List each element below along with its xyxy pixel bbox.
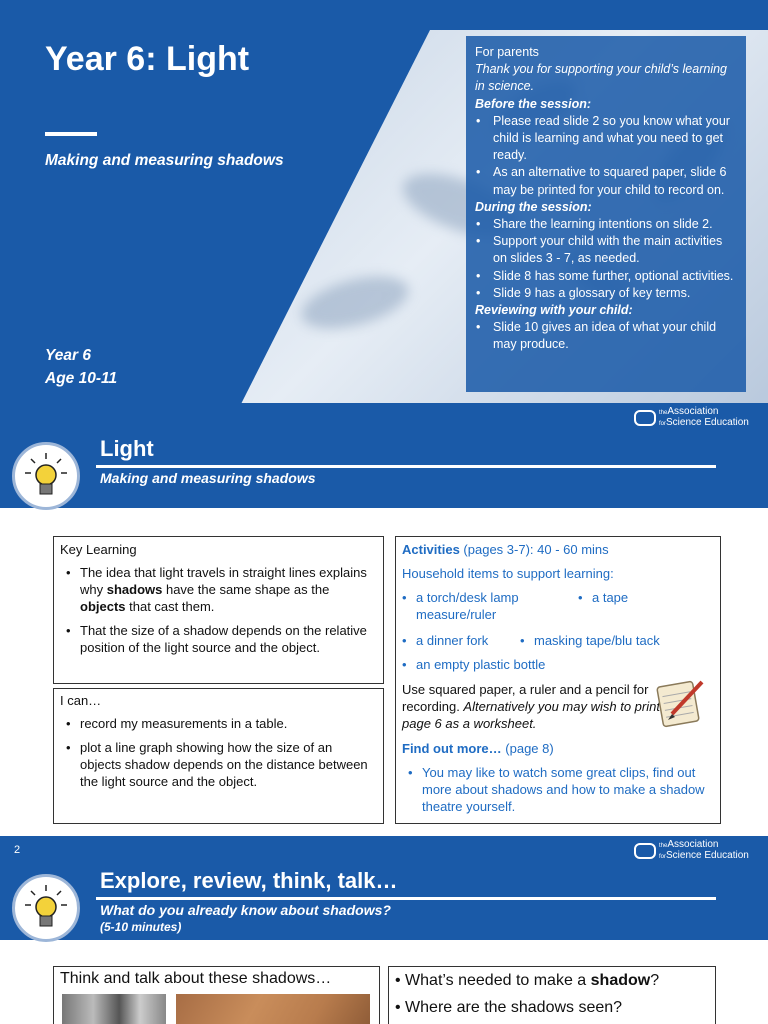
ase-logo-icon [634,410,656,426]
i-can-list [60,715,377,790]
parents-heading: For parents [475,45,539,59]
question-1: • What’s needed to make a shadow? [395,972,660,989]
item-fork: a dinner fork [416,633,489,648]
header-rule [96,897,716,900]
slide-subtitle: Making and measuring shadows [45,152,284,169]
list-item: • As an alternative to squared paper, slide 6 may be printed for your child to record on. [493,164,738,198]
activities-heading: Activities (pages 3-7): 40 - 60 mins [402,542,609,557]
key-learning-heading: Key Learning [60,542,137,557]
item-torch: a torch/desk lamp [416,590,519,605]
household-heading: Household items to support learning: [402,566,614,581]
key-learning-list [60,564,377,656]
page-number: 2 [14,844,21,856]
before-list [475,113,738,199]
list-item: • Slide 9 has a glossary of key terms. [493,285,738,302]
title-rule [45,132,97,136]
during-heading: During the session: [475,199,592,214]
list-item: • Slide 10 gives an idea of what your child may produce. [493,319,738,353]
i-can-box [53,688,384,824]
list-item: • That the size of a shadow depends on the relative position of the light source and the object. [80,622,369,656]
item-bottle: an empty plastic bottle [416,657,546,672]
ase-logo: theAssociation forScience Education [634,840,749,862]
household-row-1: • a torch/desk lamp • a tape measure/ruler [402,590,629,622]
question-2: • Where are the shadows seen? [395,999,623,1016]
list-item: • plot a line graph showing how the size of an objects shadow depends on the distance between the light source and the object. [80,739,369,790]
notepad-icon [654,676,706,728]
household-row-3: • an empty plastic bottle [402,657,546,672]
slide-title: Light [100,436,154,461]
list-item: • Share the learning intentions on slide 2. [493,216,738,233]
item-ruler: measure/ruler [416,607,497,622]
shadow-photo-2 [176,994,370,1024]
parents-intro: Thank you for supporting your child’s learning in science. [475,62,727,94]
questions-box [388,966,716,1024]
household-row-2: • a dinner fork • masking tape/blu tack [402,633,660,648]
list-item: • Support your child with the main activities on slides 3 - 7, as needed. [493,233,738,267]
shadow-photo-1 [62,994,166,1024]
i-can-heading: I can… [60,693,102,708]
year-label: Year 6 [45,347,91,364]
list-item: • The idea that light travels in straight lines explains why shadows have the same shape as the objects that cast them. [80,564,369,615]
parents-panel [466,36,746,392]
lightbulb-icon [12,442,80,510]
item-tape: a tape [592,590,629,605]
ase-logo: theAssociation forScience Education [634,407,749,429]
slide-subtitle: Making and measuring shadows [100,470,316,486]
lightbulb-icon [12,874,80,942]
review-heading: Reviewing with your child: [475,303,633,318]
think-heading: Think and talk about these shadows… [60,970,332,987]
find-out-heading: Find out more… (page 8) [402,741,554,756]
explore-slide [0,864,768,1024]
item-masking: masking tape/blu tack [534,633,660,648]
header-rule [96,465,716,468]
key-learning-box [53,536,384,684]
time-note: (5-10 minutes) [100,920,182,934]
find-out-list [402,764,714,815]
before-heading: Before the session: [475,96,592,111]
ase-logo-icon [634,843,656,859]
review-list [475,319,738,353]
list-item: • record my measurements in a table. [80,715,369,732]
paper-note: Use squared paper, a ruler and a pencil for recording. Alternatively you may wish to print page 6 as a worksheet. [402,682,660,731]
slide-title: Explore, review, think, talk… [100,868,398,893]
title-slide [0,0,768,432]
list-item: • Slide 8 has some further, optional activities. [493,268,738,285]
during-list [475,216,738,302]
learning-slide [0,432,768,864]
age-label: Age 10-11 [45,370,118,387]
slide-title: Year 6: Light [45,40,250,78]
slide-subtitle: What do you already know about shadows? [100,902,391,918]
year-age [45,344,117,390]
list-item: • You may like to watch some great clips, find out more about shadows and how to make a shadow theatre yourself. [422,764,706,815]
list-item: • Please read slide 2 so you know what your child is learning and what you need to get ready. [493,113,738,165]
